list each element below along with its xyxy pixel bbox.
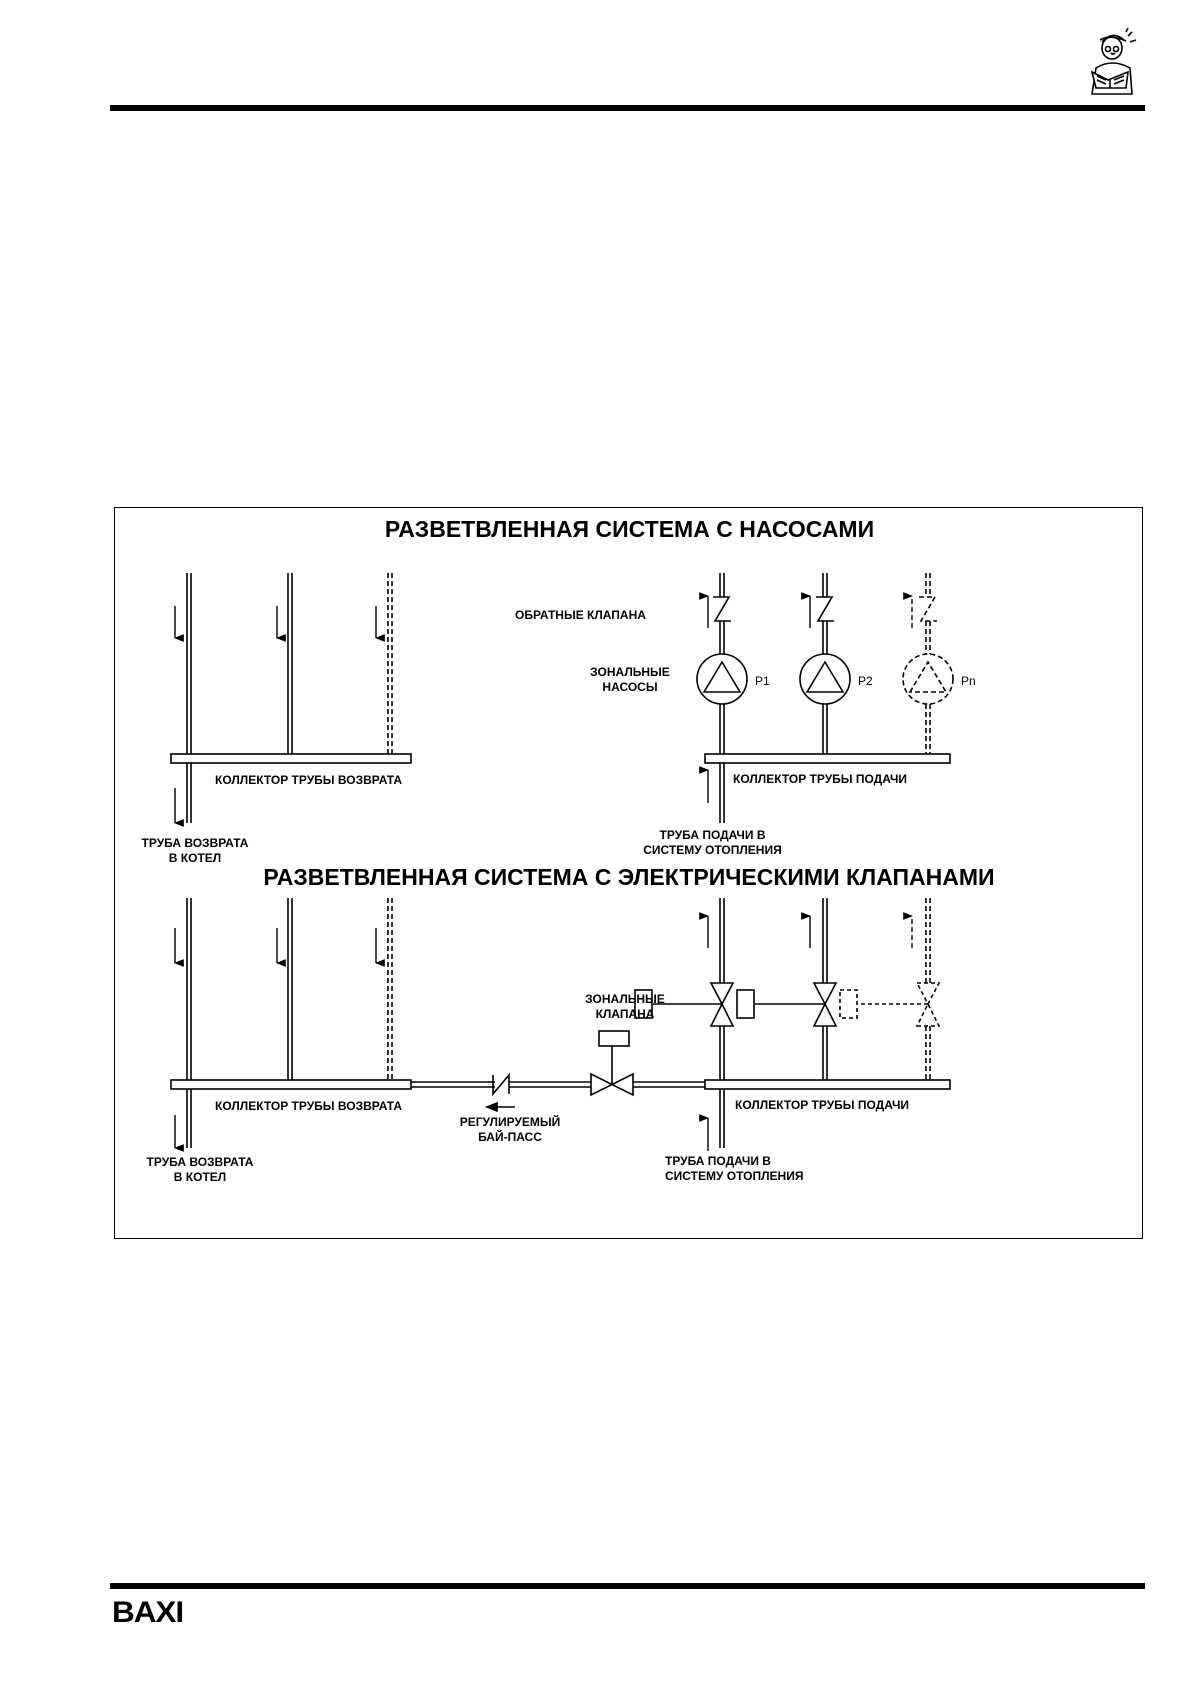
zone-valves-label-line1: ЗОНАЛЬНЫЕ	[585, 992, 665, 1006]
pumps-section-title: РАЗВЕТВЛЕННАЯ СИСТЕМА С НАСОСАМИ	[384, 516, 875, 542]
reading-worker-icon	[1082, 28, 1140, 98]
return-pipe-label-top-line1: ТРУБА ВОЗВРАТА	[141, 836, 249, 850]
return-risers-bottom	[187, 898, 392, 1080]
supply-collector-top	[705, 754, 950, 763]
bypass-line	[411, 1031, 705, 1095]
pump-label-p2: P2	[858, 674, 873, 688]
pump-label-p1: P1	[755, 674, 770, 688]
return-collector-label-top: КОЛЛЕКТОР ТРУБЫ ВОЗВРАТА	[215, 773, 403, 787]
baxi-logo: BAXI	[112, 1596, 184, 1629]
zone-valves-label	[580, 992, 670, 1022]
zone-valves-label-line2: КЛАПАНА	[595, 1007, 655, 1021]
supply-pipe-label-bottom	[665, 1154, 803, 1184]
zone-pumps-label-line2: НАСОСЫ	[602, 680, 658, 694]
return-collector-bottom	[171, 1080, 411, 1089]
bypass-flow-arrow	[487, 1103, 497, 1111]
supply-pipe-label-top-line1: ТРУБА ПОДАЧИ В	[659, 828, 766, 842]
footer-rule	[110, 1583, 1145, 1589]
return-pipe-label-bottom-line1: ТРУБА ВОЗВРАТА	[146, 1155, 254, 1169]
flow-arrows-top-return	[175, 606, 376, 823]
supply-pipe-label-bottom-line2: СИСТЕМУ ОТОПЛЕНИЯ	[665, 1169, 804, 1183]
diagram-frame	[114, 507, 1143, 1239]
bypass-label-line2: БАЙ-ПАСС	[478, 1130, 542, 1144]
valves-section-title: РАЗВЕТВЛЕННАЯ СИСТЕМА С ЭЛЕКТРИЧЕСКИМИ КЛАПАНАМИ	[263, 864, 995, 890]
return-collector-top	[171, 754, 411, 763]
flow-arrows-bottom-return	[175, 928, 376, 1148]
flow-arrows-bottom-supply	[708, 916, 912, 1151]
bypass-label-line1: РЕГУЛИРУЕМЫЙ	[459, 1115, 561, 1129]
zone-pumps-label-line1: ЗОНАЛЬНЫЕ	[590, 665, 670, 679]
bypass-label	[450, 1115, 570, 1145]
return-risers-top	[187, 573, 392, 754]
return-pipe-label-top-line2: В КОТЕЛ	[168, 851, 222, 865]
zone-pumps	[697, 654, 953, 704]
zone-pumps-label	[585, 665, 675, 695]
return-collector-label-bottom: КОЛЛЕКТОР ТРУБЫ ВОЗВРАТА	[215, 1099, 403, 1113]
check-valves-label: ОБРАТНЫЕ КЛАПАНА	[515, 608, 646, 622]
supply-collector-label-bottom: КОЛЛЕКТОР ТРУБЫ ПОДАЧИ	[735, 1098, 910, 1112]
pump-label-pn: Pn	[961, 674, 976, 688]
supply-risers-bottom	[720, 898, 930, 1080]
supply-pipe-label-bottom-line1: ТРУБА ПОДАЧИ В	[665, 1154, 771, 1168]
header-rule	[110, 105, 1145, 111]
return-pipe-label-top	[125, 836, 265, 866]
return-pipe-label-bottom-line2: В КОТЕЛ	[173, 1170, 227, 1184]
supply-collector-bottom	[705, 1080, 950, 1089]
supply-collector-label-top: КОЛЛЕКТОР ТРУБЫ ПОДАЧИ	[733, 772, 908, 786]
zone-valves	[635, 983, 939, 1026]
return-pipe-label-bottom	[130, 1155, 270, 1185]
supply-pipe-label-top	[635, 828, 790, 858]
supply-pipe-label-top-line2: СИСТЕМУ ОТОПЛЕНИЯ	[643, 843, 782, 857]
